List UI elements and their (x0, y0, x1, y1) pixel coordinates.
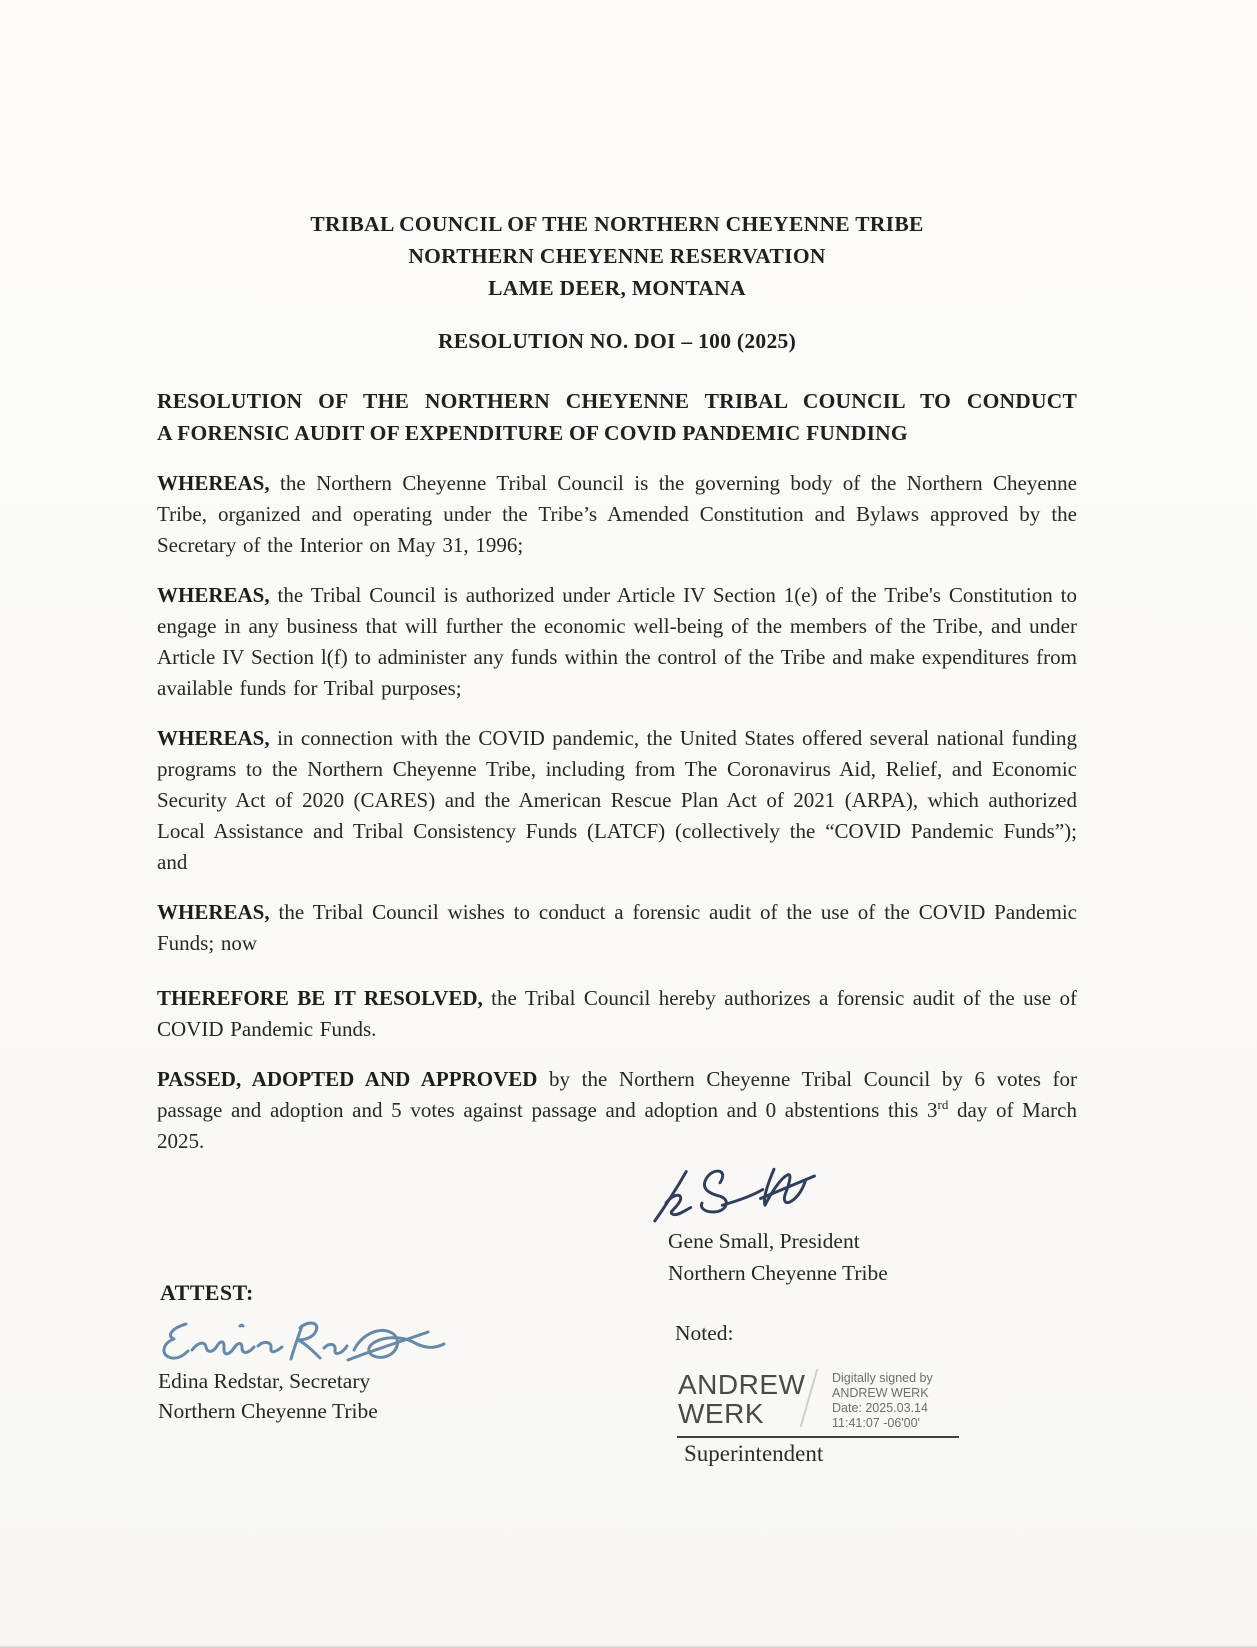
passed-body-after: day of March 2025. (157, 1098, 1077, 1153)
whereas-paragraph-4 (157, 897, 1077, 959)
digital-signer-name: ANDREW WERK (678, 1369, 806, 1429)
whereas-paragraph-3 (157, 723, 1077, 878)
passed-lead: PASSED, ADOPTED AND APPROVED (157, 1067, 538, 1091)
whereas-body: in connection with the COVID pandemic, the United States offered several national funding programs to the Northern Cheyenne Tribe, including from The Coronavirus Aid, Relief, and Economic Security Act of 2020 (CARES) and the American Rescue Plan Act of 2021 (ARPA), which authorized Local Assistance and Tribal Consistency Funds (LATCF) (collectively the “COVID Pandemic Funds”); and (157, 726, 1077, 874)
attest-name-title: Edina Redstar, Secretary (158, 1369, 371, 1393)
header-line-3: LAME DEER, MONTANA (488, 276, 746, 300)
header-line-1: TRIBAL COUNCIL OF THE NORTHERN CHEYENNE TRIBE (310, 212, 924, 236)
whereas-body: the Northern Cheyenne Tribal Council is the governing body of the Northern Cheyenne Tribe, organized and operating under the Tribe’s Amended Constitution and Bylaws approved by the Secretary of the Interior on May 31, 1996; (157, 471, 1077, 557)
president-name-title: Gene Small, President (668, 1229, 860, 1253)
digital-detail-line-4: 11:41:07 -06'00' (832, 1416, 920, 1430)
org-header (157, 208, 1077, 304)
header-line-2: NORTHERN CHEYENNE RESERVATION (408, 244, 826, 268)
therefore-lead: THEREFORE BE IT RESOLVED, (157, 986, 483, 1010)
gene-small-signature (648, 1158, 828, 1230)
superintendent-title: Superintendent (684, 1441, 824, 1466)
signature-line (677, 1436, 959, 1438)
resolution-title (157, 385, 1077, 449)
therefore-body: the Tribal Council hereby authorizes a forensic audit of the use of COVID Pandemic Funds. (157, 986, 1077, 1041)
digital-detail-line-3: Date: 2025.03.14 (832, 1401, 928, 1415)
document-body (157, 208, 1077, 1157)
therefore-paragraph (157, 983, 1077, 1045)
whereas-body: the Tribal Council wishes to conduct a forensic audit of the use of the COVID Pandemic Funds; now (157, 900, 1077, 955)
digital-signature-details (832, 1371, 933, 1431)
president-organization: Northern Cheyenne Tribe (668, 1261, 888, 1285)
whereas-paragraph-1 (157, 468, 1077, 561)
digital-detail-line-2: ANDREW WERK (832, 1386, 929, 1400)
passed-paragraph (157, 1064, 1077, 1157)
whereas-lead: WHEREAS, (157, 726, 270, 750)
noted-label: Noted: (675, 1321, 734, 1345)
attest-organization: Northern Cheyenne Tribe (158, 1399, 378, 1423)
digital-detail-line-1: Digitally signed by (832, 1371, 933, 1385)
edina-redstar-signature (152, 1302, 467, 1374)
whereas-paragraph-2 (157, 580, 1077, 704)
ordinal-superscript: rd (937, 1097, 949, 1112)
whereas-lead: WHEREAS, (157, 583, 270, 607)
passed-body-before: by the Northern Cheyenne Tribal Council by 6 votes for passage and adoption and 5 votes against passage and adoption and 0 abstentions this 3 (157, 1067, 1077, 1122)
whereas-body: the Tribal Council is authorized under Article IV Section 1(e) of the Tribe's Constitution to engage in any business that will further the economic well-being of the members of the Tribe, and under Article IV Section l(f) to administer any funds within the control of the Tribe and make expenditures from available funds for Tribal purposes; (157, 583, 1077, 700)
resolution-title-line-2: A FORENSIC AUDIT OF EXPENDITURE OF COVID PANDEMIC FUNDING (157, 421, 908, 445)
attest-label: ATTEST: (160, 1280, 254, 1305)
whereas-lead: WHEREAS, (157, 900, 270, 924)
resolution-title-line-1: RESOLUTION OF THE NORTHERN CHEYENNE TRIBAL COUNCIL TO CONDUCT (157, 389, 1077, 413)
resolution-number: RESOLUTION NO. DOI – 100 (2025) (437, 329, 797, 353)
whereas-lead: WHEREAS, (157, 471, 270, 495)
